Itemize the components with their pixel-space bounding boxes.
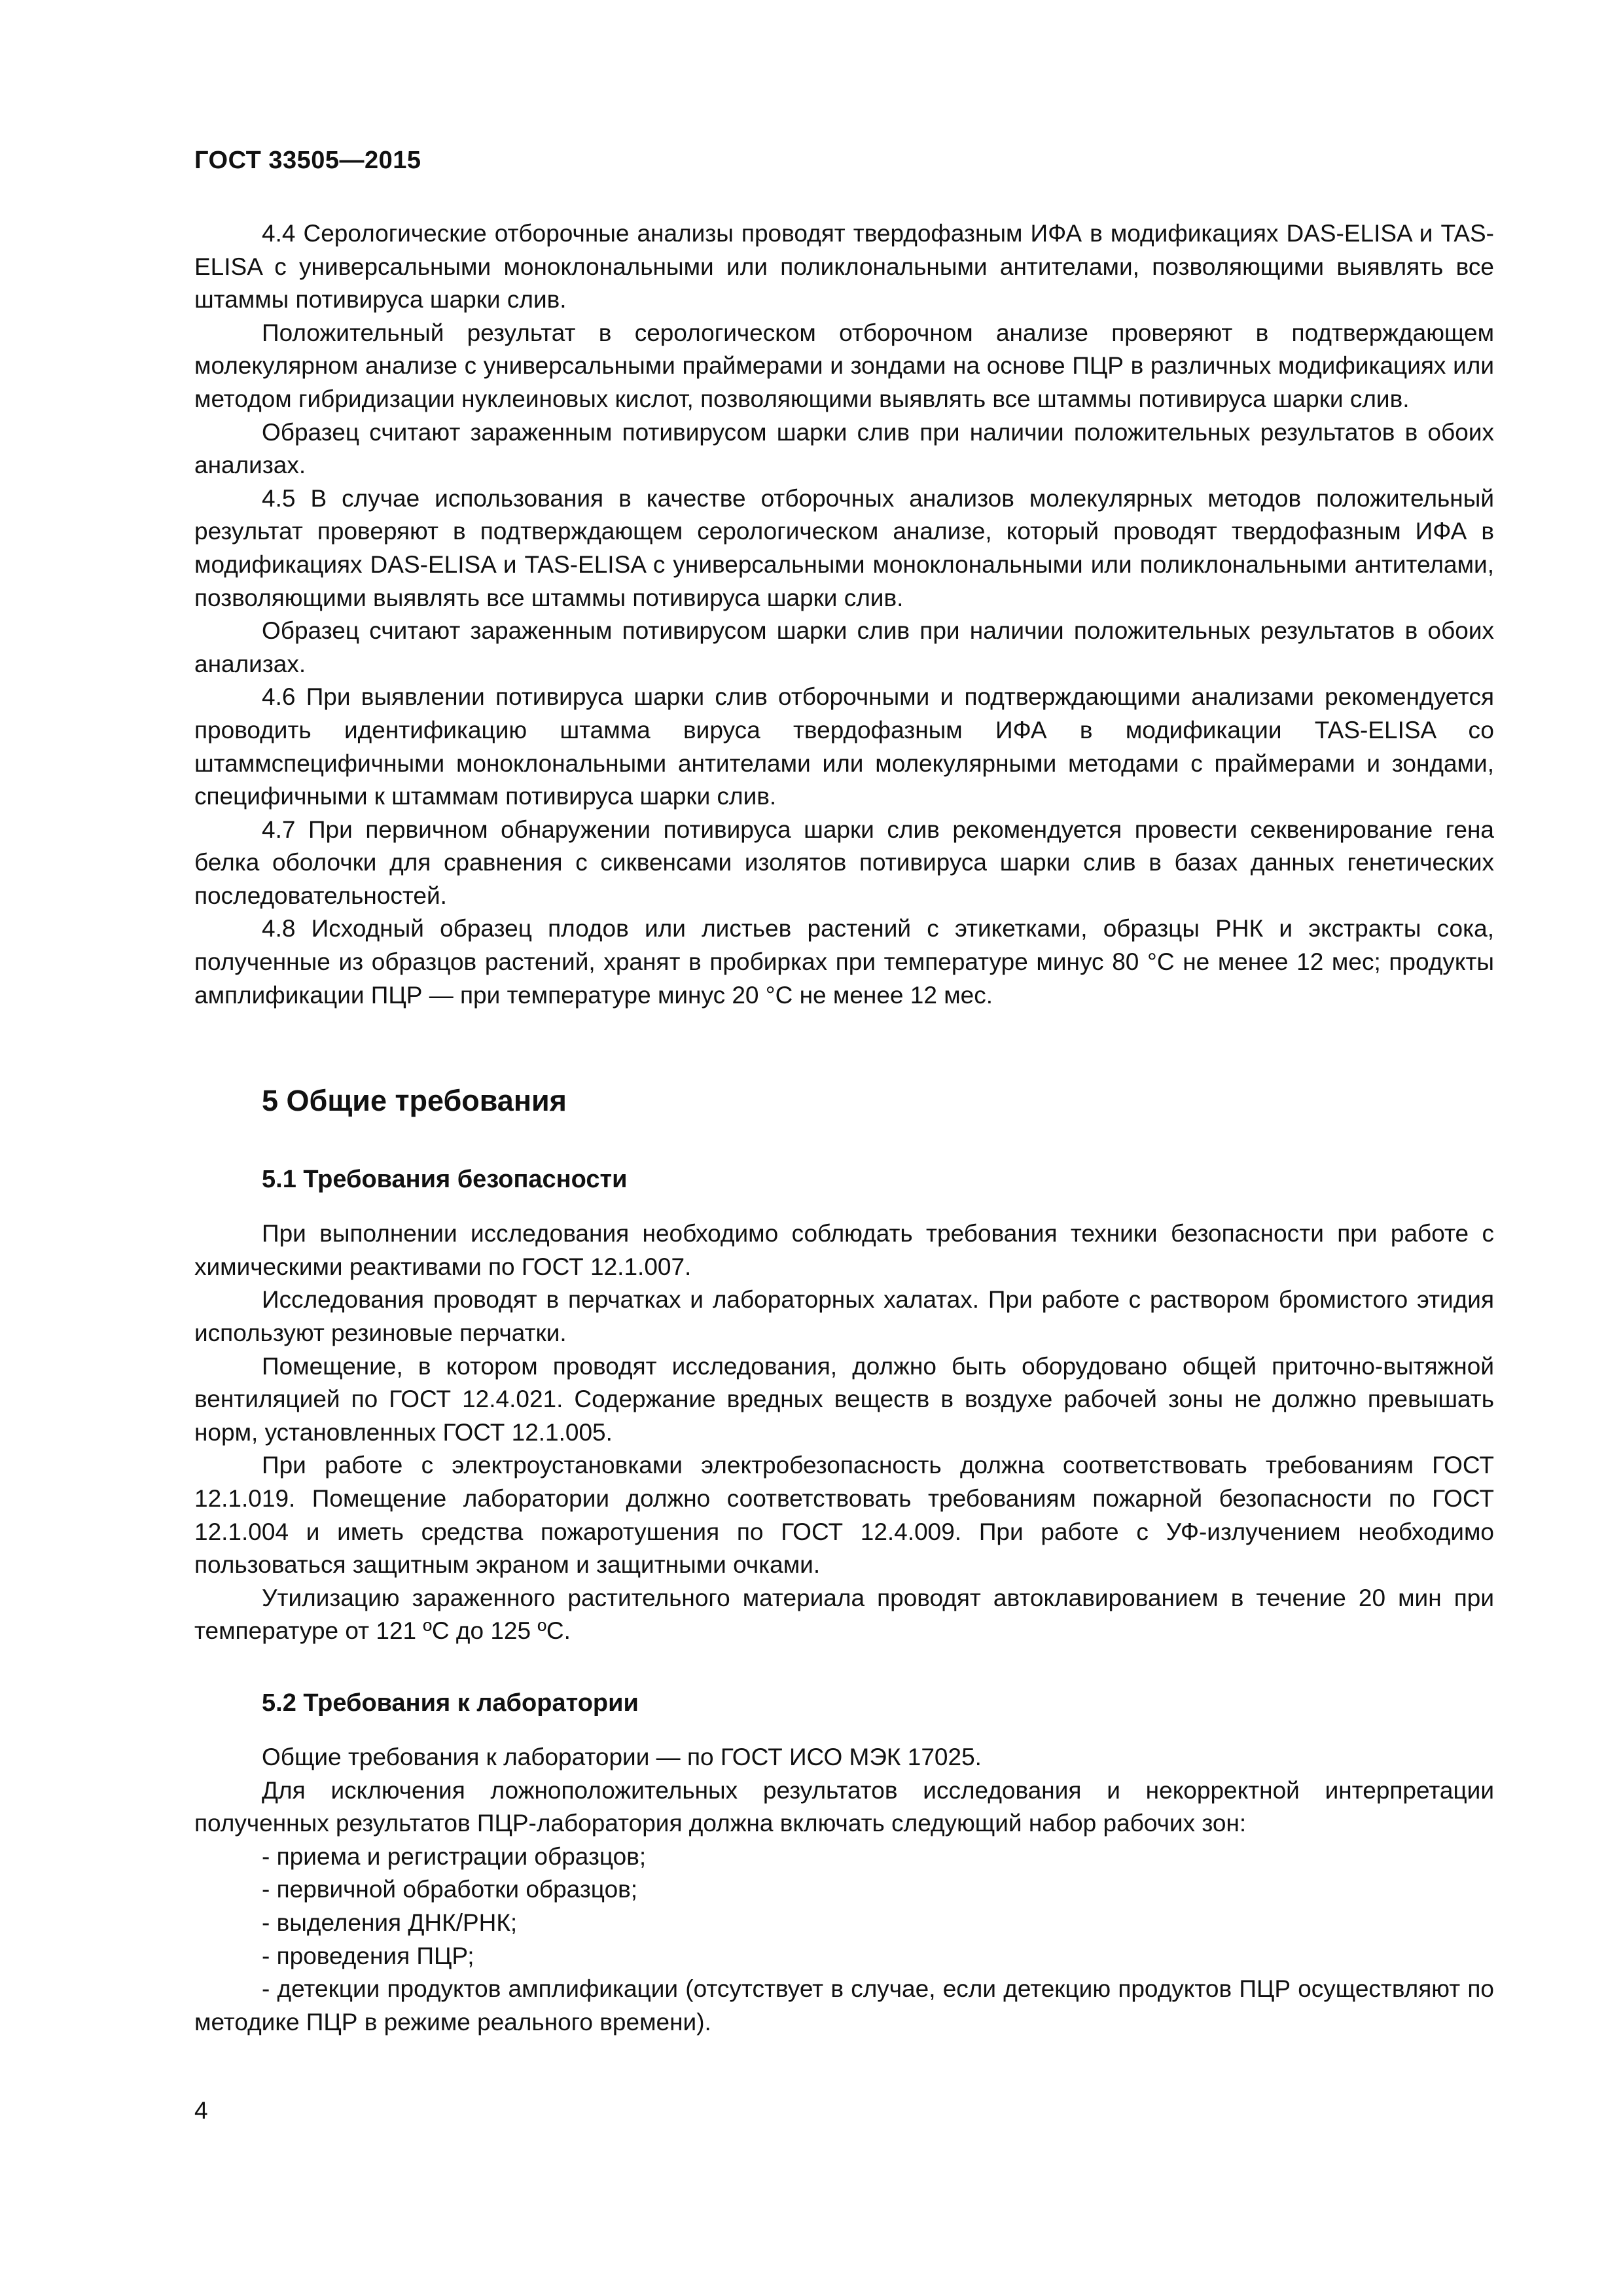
paragraph-5-2-general: Общие требования к лаборатории — по ГОСТ ИСО МЭК 17025. xyxy=(262,1743,982,1770)
paragraph-4-4-result: Образец считают зараженным потивирусом шарки слив при наличии положительных результатов в обоих анализах. xyxy=(194,418,1494,479)
paragraph-5-1-gloves: Исследования проводят в перчатках и лабораторных халатах. При работе с раствором бромистого этидия используют резиновые перчатки. xyxy=(194,1286,1494,1347)
subsection-heading-5-2: 5.2 Требования к лаборатории xyxy=(262,1689,639,1717)
paragraph-5-1-electrical: При работе с электроустановками электробезопасность должна соответствовать требованиям ГОСТ 12.1.019. Помещение лаборатории должно соответствовать требованиям пожарной безопасности по ГОСТ 12.1.004 и иметь средства пожаротушения по ГОСТ 12.4.009. При работе с УФ-излучением необходимо пользоваться защитным экраном и защитными очками. xyxy=(194,1452,1494,1579)
paragraph-5-1-disposal: Утилизацию зараженного растительного материала проводят автоклавированием в течение 20 мин при температуре от 121 ºС до 125 ºС. xyxy=(194,1584,1494,1645)
paragraph-5-2-zones: Для исключения ложноположительных результатов исследования и некорректной интерпретации полученных результатов ПЦР-лаборатория должна включать следующий набор рабочих зон: xyxy=(194,1776,1494,1837)
paragraph-4-5: 4.5 В случае использования в качестве отборочных анализов молекулярных методов положительный результат проверяют в подтверждающем серологическом анализе, который проводят твердофазным ИФА в модификациях DAS-ELISA и TAS-ELISA с универсальными моноклональными или поликлональными антителами, позволяющими выявлять все штаммы потивируса шарки слив. xyxy=(194,484,1494,611)
paragraph-5-1-chemicals: При выполнении исследования необходимо соблюдать требования техники безопасности при работе с химическими реактивами по ГОСТ 12.1.007. xyxy=(194,1220,1494,1280)
paragraph-4-4-confirm: Положительный результат в серологическом отборочном анализе проверяют в подтверждающем молекулярном анализе с универсальными праймерами и зондами на основе ПЦР в различных модификациях или методом гибридизации нуклеиновых кислот, позволяющими выявлять все штаммы потивируса шарки слив. xyxy=(194,319,1494,412)
paragraph-4-6: 4.6 При выявлении потивируса шарки слив отборочными и подтверждающими анализами рекомендуется проводить идентификацию штамма вируса твердофазным ИФА в модификации TAS-ELISA со штаммспецифичными моноклональными антителами или молекулярными методами с праймерами и зондами, специфичными к штаммам потивируса шарки слив. xyxy=(194,683,1494,810)
document-header-standard: ГОСТ 33505—2015 xyxy=(194,147,421,174)
paragraph-4-8: 4.8 Исходный образец плодов или листьев растений с этикетками, образцы РНК и экстракты сока, полученные из образцов растений, хранят в пробирках при температуре минус 80 °С не менее 12 мес; продукты амплификации ПЦР — при температуре минус 20 °С не менее 12 мес. xyxy=(194,915,1494,1009)
paragraph-5-1-ventilation: Помещение, в котором проводят исследования, должно быть оборудовано общей приточно-вытяжной вентиляцией по ГОСТ 12.4.021. Содержание вредных веществ в воздухе рабочей зоны не должно превышать норм, установленных ГОСТ 12.1.005. xyxy=(194,1352,1494,1446)
list-item: - детекции продуктов амплификации (отсутствует в случае, если детекцию продуктов ПЦР осуществляют по методике ПЦР в режиме реального времени). xyxy=(194,1975,1494,2036)
page-number: 4 xyxy=(194,2097,208,2124)
list-item: - первичной обработки образцов; xyxy=(262,1876,638,1903)
section-heading-5: 5 Общие требования xyxy=(262,1084,567,1118)
list-item: - выделения ДНК/РНК; xyxy=(262,1909,518,1936)
paragraph-4-5-result: Образец считают зараженным потивирусом шарки слив при наличии положительных результатов в обоих анализах. xyxy=(194,617,1494,677)
list-item: - проведения ПЦР; xyxy=(262,1942,474,1969)
paragraph-4-4: 4.4 Серологические отборочные анализы проводят твердофазным ИФА в модификациях DAS-ELISA и TAS-ELISA с универсальными моноклональными или поликлональными антителами, позволяющими выявлять все штаммы потивируса шарки слив. xyxy=(194,220,1494,314)
subsection-heading-5-1: 5.1 Требования безопасности xyxy=(262,1166,628,1194)
paragraph-4-7: 4.7 При первичном обнаружении потивируса шарки слив рекомендуется провести секвенирование гена белка оболочки для сравнения с сиквенсами изолятов потивируса шарки слив в базах данных генетических последовательностей. xyxy=(194,816,1494,909)
document-body xyxy=(194,217,1494,2039)
list-item: - приема и регистрации образцов; xyxy=(262,1842,647,1870)
